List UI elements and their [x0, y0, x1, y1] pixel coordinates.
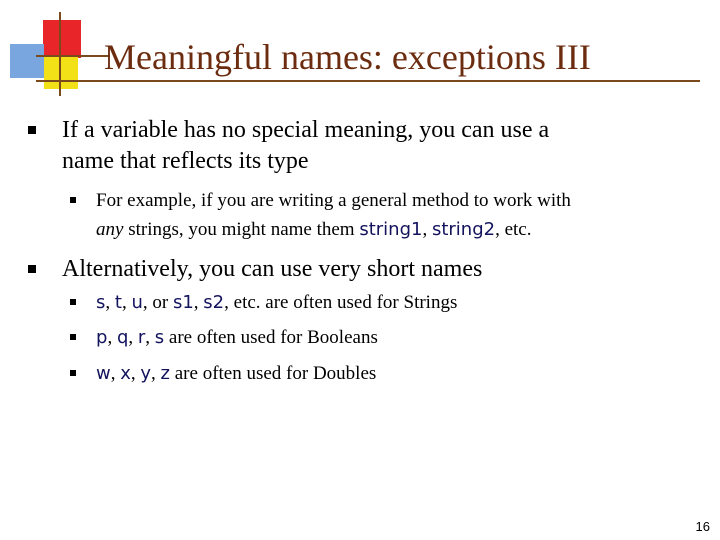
plain-text: ,: [121, 292, 132, 313]
plain-text: ,: [193, 292, 204, 313]
plain-text: , etc. are often used for Strings: [224, 292, 458, 313]
emphasis-text: any: [96, 219, 124, 240]
bullet-text-line: If a variable has no special meaning, you can use a: [62, 117, 550, 143]
plain-text: are often used for Booleans: [164, 327, 378, 348]
plain-text: ,: [422, 219, 432, 240]
code-token: z: [160, 363, 170, 384]
plain-text: ,: [105, 292, 115, 313]
code-token: s1: [172, 292, 194, 313]
code-token: w: [96, 363, 111, 384]
bullet-text: [62, 115, 549, 177]
sub-bullet-marker: [70, 334, 76, 340]
sub-bullet-item: [70, 288, 457, 317]
sub-bullet-item: [70, 323, 378, 352]
code-token: string2: [431, 219, 496, 240]
plain-text: ,: [107, 327, 117, 348]
code-token: s: [154, 327, 165, 348]
plain-text: ,: [145, 327, 155, 348]
plain-text: ,: [130, 363, 141, 384]
sub-bullet-text: [96, 323, 378, 352]
sub-bullet-marker: [70, 299, 76, 305]
code-token: q: [116, 327, 129, 348]
bullet-item: [28, 254, 482, 285]
code-token: p: [96, 327, 108, 348]
sub-bullet-marker: [70, 197, 76, 203]
sub-bullet-text: [96, 186, 571, 244]
bullet-text-line: name that reflects its type: [62, 148, 309, 174]
plain-text: are often used for Doubles: [170, 363, 377, 384]
sub-bullet-line: For example, if you are writing a general method to work with: [96, 190, 571, 211]
code-token: x: [120, 363, 131, 384]
sub-bullet-text: [96, 288, 457, 317]
code-token: y: [140, 363, 152, 384]
code-token: s: [96, 292, 106, 313]
bullet-item: [28, 115, 549, 177]
plain-text: , or: [142, 292, 173, 313]
sub-bullet-marker: [70, 370, 76, 376]
code-token: r: [137, 327, 146, 348]
bullet-marker: [28, 126, 36, 134]
bullet-marker: [28, 265, 36, 273]
page-number: 16: [695, 519, 710, 534]
bullet-text: Alternatively, you can use very short names: [62, 256, 483, 282]
plain-text: ,: [110, 363, 121, 384]
sub-bullet-line: [96, 215, 571, 244]
plain-text: ,: [151, 363, 161, 384]
plain-text: ,: [128, 327, 138, 348]
plain-text: , etc.: [495, 219, 532, 240]
code-token: t: [114, 292, 122, 313]
sub-bullet-item: [70, 359, 376, 388]
plain-text: strings, you might name them: [123, 219, 360, 240]
code-token: s2: [203, 292, 225, 313]
code-token: string1: [359, 219, 423, 240]
code-token: u: [131, 292, 143, 313]
sub-bullet-item: [70, 186, 571, 244]
slide-title: Meaningful names: exceptions III: [104, 37, 591, 77]
sub-bullet-text: [96, 359, 376, 388]
